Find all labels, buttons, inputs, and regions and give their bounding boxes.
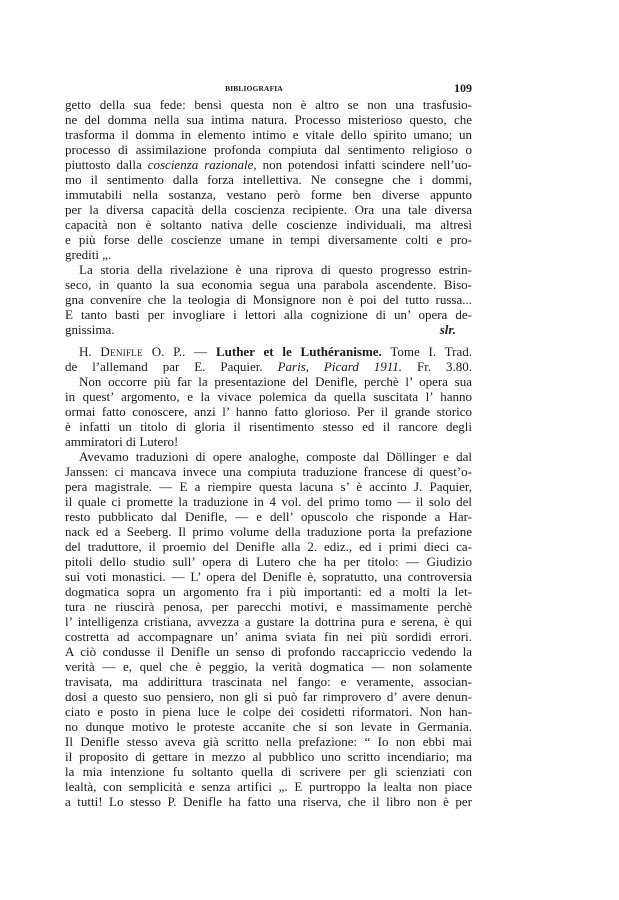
author-name: Denifle — [100, 344, 143, 359]
citation-imprint — [65, 359, 472, 374]
text-line: Avevamo traduzioni di opere analoghe, composte dal Döllinger e dal — [79, 449, 472, 464]
review-continued — [65, 97, 472, 337]
text-line: verità — e, quel che è peggio, la verità dogmatica — non solamente — [65, 659, 472, 674]
text-line: resto pubblicato dal Denifle, — e dell’ opuscolo che risponde a Har- — [65, 509, 472, 524]
text-line: la mia intenzione fu soltanto quella di scrivere per gli scienziati con — [65, 764, 472, 779]
text-line: lealtà, con semplicità e senza artifici „. E purtroppo la lealta non piace — [65, 779, 472, 794]
text-line: Non occorre più far la presentazione del Denifle, perchè l’ opera sua — [79, 374, 472, 389]
text-block — [65, 97, 472, 809]
text-segment: non potendosi infatti scindere nell’uo- — [256, 157, 472, 172]
text-line: sui voti monastici. — L’ opera del Denifle è, sopratutto, una controversia — [65, 569, 472, 584]
text-line: tura ne riuscirà penosa, per parecchi motivi, e massimamente perchè — [65, 599, 472, 614]
text-line: Janssen: ci mancava invece una compiuta traduzione francese di quest’o- — [65, 464, 472, 479]
text-line: trasforma il domma in elemento intimo e vitale dello spirito umano; un — [65, 127, 472, 142]
price: Fr. 3.80. — [417, 359, 473, 374]
text-line: no dunque motivo le proteste accanite che si son levate in Germania. — [65, 719, 472, 734]
text-line: grediti „. — [65, 247, 112, 262]
translator-info: de l’allemand par E. Paquier. — [65, 359, 263, 374]
text-line: E tanto basti per invogliare i lettori alla cognizione di un’ opera de- — [65, 307, 472, 322]
text-line: La storia della rivelazione è una riprova di questo progresso estrin- — [79, 262, 472, 277]
volume-info: Tome I. Trad. — [390, 344, 473, 359]
text-line: getto della sua fede: bensì questa non è altro se non una trasfusio- — [65, 97, 472, 112]
text-line: pera magistrale. — E a riempire questa lacuna s’ è accinto J. Paquier, — [65, 479, 472, 494]
text-line: processo di assimilazione profonda compiuta dal sentimento religioso o — [65, 142, 472, 157]
text-line: Il Denifle stesso aveva già scritto nella prefazione: “ Io non ebbi mai — [65, 734, 472, 749]
text-line: ormai fatto conoscere, anzi l’ hanno fatto glorioso. Per il grande storico — [65, 404, 472, 419]
text-line: immutabili nella sostanza, vestano però forme ben diverse appunto — [65, 187, 472, 202]
publisher-info: Paris, Picard 1911. — [277, 359, 403, 374]
text-line: mo il sentimento dalla forza intellettiva. Ne consegne che i dommi, — [65, 172, 472, 187]
text-line: il proposito di gettare in mezzo al pubblico uno scritto incendiario; ma — [65, 749, 472, 764]
book-title: Luther et le Luthéranisme. — [215, 344, 382, 359]
text-line: il quale ci promette la traduzione in 4 vol. del primo tomo — il solo del — [65, 494, 472, 509]
text-line: l’ intelligenza cristiana, avvezza a gustare la dottrina pura e serena, è qui — [65, 614, 472, 629]
text-line: del traduttore, il proemio del Denifle alla 2. ediz., ed i primi dieci ca- — [65, 539, 472, 554]
religious-order: O. P.. — — [151, 344, 208, 359]
page-number: 109 — [454, 81, 472, 95]
text-line: dosi a questo suo pensiero, non gli si può far rimprovero d’ avere denun- — [65, 689, 472, 704]
text-line: in quest’ argomento, e la vivace polemica da quella suscitata l’ hanno — [65, 389, 472, 404]
text-line: a tutti! Lo stesso P. Denifle ha fatto una riserva, che il libro non è per — [65, 794, 472, 809]
text-segment: piuttosto dalla — [65, 157, 148, 172]
running-title: BIBLIOGRAFIA — [225, 84, 283, 93]
review-denifle — [65, 344, 472, 809]
text-line: ne del domma nella sua intima natura. Processo misterioso questo, che — [65, 112, 472, 127]
text-line: pitoli dello studio sull’ opera di Lutero che ha per titolo: — Giudizio — [65, 554, 472, 569]
text-line: travisata, ma addirittura trascinata nel fango: e veramente, associan- — [65, 674, 472, 689]
text-line: seco, in quanto la sua economia segua una parabola ascendente. Biso- — [65, 277, 472, 292]
text-line: gna convenire che la teologia di Monsignore non è poi del tutto russa... — [65, 292, 472, 307]
text-line: capacità non è soltanto nativa delle coscienze individuali, ma altresì — [65, 217, 472, 232]
text-line: e più forse delle coscienze umane in tempi diversamente colti e pro- — [65, 232, 472, 247]
text-segment: gnissima. — [65, 322, 115, 337]
text-line: ciato e posto in piena luce le colpe dei cosidetti riformatori. Non han- — [65, 704, 472, 719]
reviewer-signature: slr. — [439, 322, 456, 337]
text-line: ammiratori di Lutero! — [65, 434, 179, 449]
text-line: dogmatica sopra un argomento fra i più importanti: ed a molti la let- — [65, 584, 472, 599]
text-line — [65, 157, 472, 172]
section-gap — [65, 337, 472, 344]
text-line: A ciò condusse il Denifle un senso di profondo raccapriccio vedendo la — [65, 644, 472, 659]
emphasis-phrase: coscienza razionale, — [147, 157, 257, 172]
author-initial: H. — [79, 344, 92, 359]
text-line: è infatti un titolo di gloria il risentimento stesso ed il rancore degli — [65, 419, 472, 434]
text-line: nack ed a Seeberg. Il primo volume della traduzione porta la prefazione — [65, 524, 472, 539]
text-line — [65, 322, 472, 337]
text-line: costretta ad accompagnare un’ anima sviata fin nei più sordidi errori. — [65, 629, 472, 644]
citation-heading — [65, 344, 472, 359]
text-line: per la diversa capacità della coscienza recipiente. Ora una tale diversa — [65, 202, 472, 217]
